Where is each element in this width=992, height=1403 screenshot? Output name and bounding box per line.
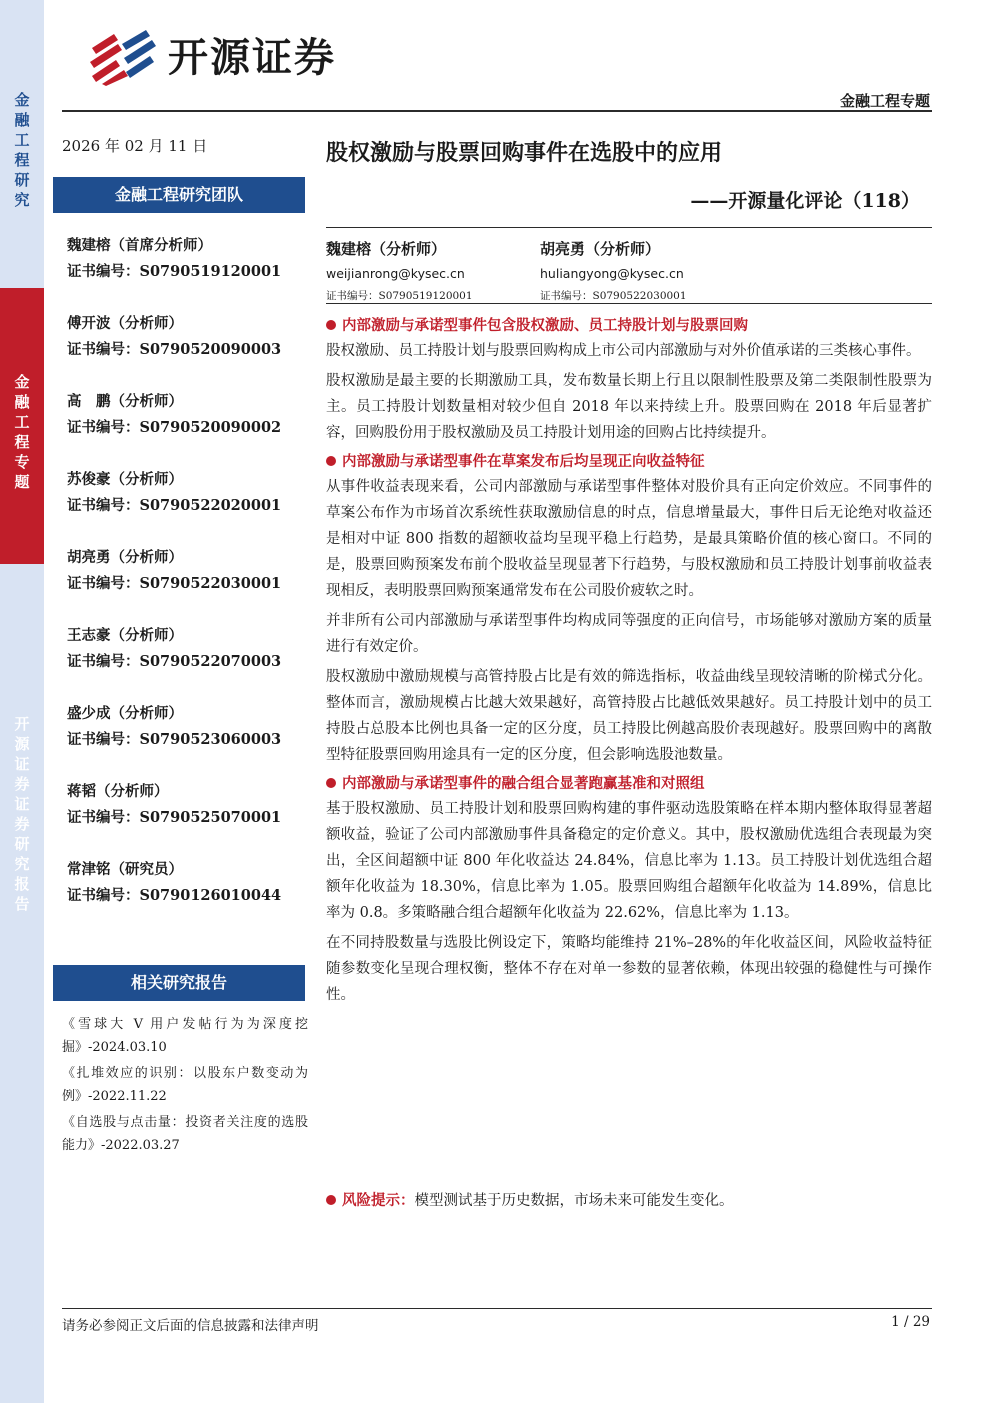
- author-cert: 证书编号：S0790519120001: [326, 290, 473, 302]
- bullet-dot-icon: [326, 1195, 336, 1205]
- analyst-name: 傅开波（分析师）: [67, 315, 183, 332]
- sidebar-label-middle: 金融工程专题: [14, 373, 30, 491]
- team-title: 金融工程研究团队: [53, 177, 305, 213]
- analyst-entry: [67, 548, 307, 594]
- section-paragraph: 从事件收益表现来看，公司内部激励与承诺型事件整体对股价具有正向定价效应。不同事件的草案公布作为市场首次系统性获取激励信息的时点，信息增量最大，事件日后无论绝对收益还是相对中证 800 指数的超额收益均呈现平稳上行趋势，是最具策略价值的核心窗口。不同的是，股票回购预案发布前个股收益呈现显著下行趋势，与股权激励和员工持股计划事前收益表现相反，表明股票回购预案通常发布在公司股价疲软之时。: [326, 479, 932, 599]
- author-cert: 证书编号：S0790522030001: [540, 290, 687, 302]
- section-paragraph: 股权激励、员工持股计划与股票回购构成上市公司内部激励与对外价值承诺的三类核心事件。: [326, 343, 921, 359]
- section-paragraph: 在不同持股数量与选股比例设定下，策略均能维持 21%–28%的年化收益区间，风险收益特征随参数变化呈现合理权衡，整体不存在对单一参数的显著依赖，体现出较强的稳健性与可操作性。: [326, 935, 932, 1003]
- logo-mark-icon: [88, 30, 156, 86]
- analyst-entry: [67, 236, 307, 282]
- analyst-cert: 证书编号：S0790522020001: [67, 497, 282, 514]
- analyst-cert: 证书编号：S0790519120001: [67, 263, 282, 280]
- author-block: [326, 238, 473, 302]
- analyst-cert: 证书编号：S0790525070001: [67, 809, 282, 826]
- related-report-link[interactable]: 《雪球大 V 用户发帖行为为深度挖掘》-2024.03.10: [62, 1017, 308, 1055]
- analyst-cert: 证书编号：S0790126010044: [67, 887, 282, 904]
- analyst-name: 高 鹏（分析师）: [67, 393, 183, 410]
- analyst-cert: 证书编号：S0790522030001: [67, 575, 282, 592]
- report-category: 金融工程专题: [839, 92, 930, 110]
- logo-text: 开源证券: [168, 35, 336, 81]
- risk-label: 风险提示：: [342, 1192, 415, 1209]
- author-email[interactable]: weijianrong@kysec.cn: [326, 266, 465, 281]
- analyst-name: 常津铭（研究员）: [67, 861, 183, 878]
- section-heading: 内部激励与承诺型事件在草案发布后均呈现正向收益特征: [326, 450, 932, 474]
- risk-text: 模型测试基于历史数据，市场未来可能发生变化。: [414, 1193, 734, 1209]
- section-heading: 内部激励与承诺型事件包含股权激励、员工持股计划与股票回购: [326, 314, 932, 338]
- section-paragraph: 股权激励是最主要的长期激励工具，发布数量长期上行且以限制性股票及第二类限制性股票为主。员工持股计划数量相对较少但自 2018 年以来持续上升。股票回购在 2018 年后显著扩容，回购股份用于股权激励及员工持股计划用途的回购占比持续提升。: [326, 373, 932, 441]
- section-heading: 内部激励与承诺型事件的融合组合显著跑赢基准和对照组: [326, 772, 932, 796]
- analyst-entry: [67, 392, 307, 438]
- author-divider: [326, 303, 932, 304]
- analyst-cert: 证书编号：S0790523060003: [67, 731, 282, 748]
- bullet-dot-icon: [326, 320, 336, 330]
- bullet-dot-icon: [326, 778, 336, 788]
- author-name: 胡亮勇（分析师）: [540, 240, 661, 258]
- analyst-name: 蒋韬（分析师）: [67, 783, 169, 800]
- analyst-cert: 证书编号：S0790520090002: [67, 419, 282, 436]
- report-summary: [326, 314, 932, 1012]
- analyst-entry: [67, 860, 307, 906]
- bullet-dot-icon: [326, 456, 336, 466]
- header-divider: [62, 110, 932, 112]
- analyst-entry: [67, 704, 307, 750]
- analyst-name: 魏建榕（首席分析师）: [67, 237, 212, 254]
- analyst-name: 苏俊豪（分析师）: [67, 471, 183, 488]
- page-number: 1 / 29: [891, 1314, 930, 1330]
- report-subtitle: ——开源量化评论（118）: [690, 190, 920, 212]
- analyst-name: 盛少成（分析师）: [67, 705, 183, 722]
- section-paragraph: 并非所有公司内部激励与承诺型事件均构成同等强度的正向信号，市场能够对激励方案的质量进行有效定价。: [326, 613, 932, 655]
- title-divider: [326, 227, 932, 228]
- author-block: [540, 238, 687, 302]
- footer-disclaimer: 请务必参阅正文后面的信息披露和法律声明: [62, 1318, 319, 1334]
- sidebar-label-top: 金融工程研究: [14, 91, 30, 209]
- brand-logo: [88, 30, 378, 86]
- analyst-cert: 证书编号：S0790522070003: [67, 653, 282, 670]
- footer-divider: [62, 1308, 932, 1309]
- related-report-link[interactable]: 《自选股与点击量：投资者关注度的选股能力》-2022.03.27: [62, 1115, 308, 1153]
- related-report-link[interactable]: 《扎堆效应的识别：以股东户数变动为例》-2022.11.22: [62, 1066, 308, 1104]
- risk-warning: [326, 1188, 734, 1214]
- author-email[interactable]: huliangyong@kysec.cn: [540, 266, 684, 281]
- sidebar-label-bottom: 开源证券 证券研究报告: [14, 715, 30, 913]
- analyst-name: 王志豪（分析师）: [67, 627, 183, 644]
- analyst-entry: [67, 470, 307, 516]
- report-title: 股权激励与股票回购事件在选股中的应用: [326, 140, 723, 166]
- analyst-entry: [67, 314, 307, 360]
- analyst-entry: [67, 782, 307, 828]
- author-name: 魏建榕（分析师）: [326, 240, 447, 258]
- related-reports-list: [62, 1014, 308, 1161]
- section-paragraph: 股权激励中激励规模与高管持股占比是有效的筛选指标，收益曲线呈现较清晰的阶梯式分化。整体而言，激励规模占比越大效果越好，高管持股占比越低效果越好。员工持股计划中的员工持股占总股本比例也具备一定的区分度，员工持股比例越高股价表现越好。股票回购中的离散型特征股票回购用途具有一定的区分度，但会影响选股池数量。: [326, 669, 932, 763]
- report-date: 2026 年 02 月 11 日: [62, 137, 208, 155]
- related-reports-title: 相关研究报告: [53, 965, 305, 1001]
- analyst-name: 胡亮勇（分析师）: [67, 549, 183, 566]
- sidebar-strip: [0, 0, 44, 1403]
- section-paragraph: 基于股权激励、员工持股计划和股票回购构建的事件驱动选股策略在样本期内整体取得显著超额收益，验证了公司内部激励事件具备稳定的定价意义。其中，股权激励优选组合表现最为突出，全区间超额中证 800 年化收益达 24.84%，信息比率为 1.13。员工持股计划优选组合超额年化收益为 18.30%，信息比率为 1.05。股票回购组合超额年化收益为 14.89%，信息比率为 0.8。多策略融合组合超额年化收益为 22.62%，信息比率为 1.13。: [326, 801, 932, 921]
- analyst-entry: [67, 626, 307, 672]
- analyst-cert: 证书编号：S0790520090003: [67, 341, 282, 358]
